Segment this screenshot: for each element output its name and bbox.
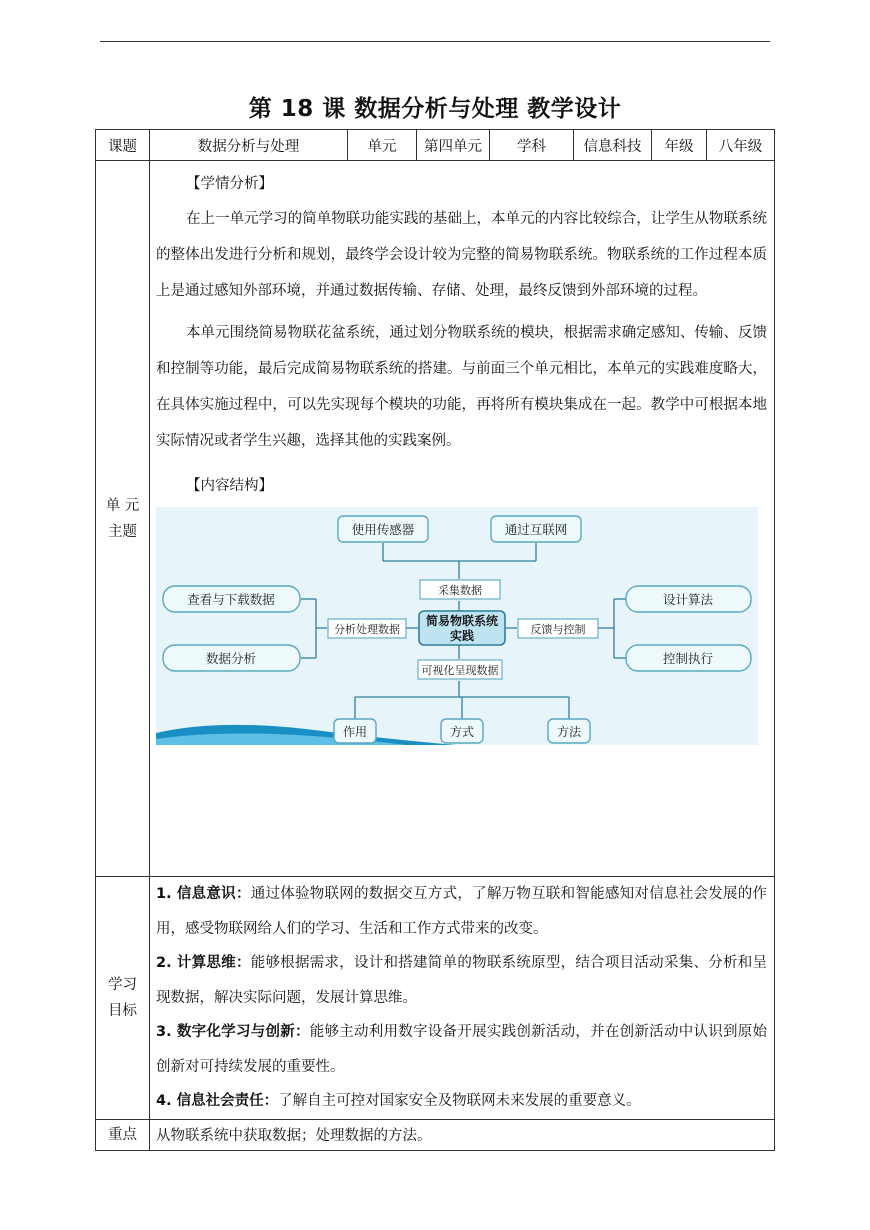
learning-goals-label: 学习 目标 — [96, 877, 150, 1120]
svg-text:分析处理数据: 分析处理数据 — [334, 623, 400, 636]
course-label: 课题 — [96, 130, 150, 161]
learning-goals-content — [150, 877, 775, 1120]
node-use-sensors — [338, 516, 428, 542]
unit-theme-content — [150, 161, 775, 877]
svg-text:简易物联系统: 简易物联系统 — [425, 614, 499, 628]
grade-value: 八年级 — [707, 130, 775, 161]
node-design-algorithm — [626, 586, 751, 612]
node-feedback-control — [518, 619, 598, 638]
svg-text:作用: 作用 — [342, 725, 368, 739]
unit-label: 单元 — [348, 130, 417, 161]
unit-theme-row — [96, 161, 775, 877]
key-point-label: 重点 — [96, 1119, 150, 1150]
header-rule — [100, 41, 770, 42]
svg-text:方式: 方式 — [449, 725, 475, 739]
grade-label: 年级 — [652, 130, 707, 161]
node-role — [334, 719, 376, 743]
content-structure-diagram — [156, 507, 758, 745]
key-point-content: 从物联系统中获取数据；处理数据的方法。 — [150, 1119, 775, 1150]
goal-item: 2. 计算思维：能够根据需求，设计和搭建简单的物联系统原型，结合项目活动采集、分析和呈现数据，解决实际问题，发展计算思维。 — [156, 955, 767, 1006]
svg-text:反馈与控制: 反馈与控制 — [530, 623, 586, 636]
svg-text:可视化呈现数据: 可视化呈现数据 — [421, 664, 499, 677]
goal-item: 3. 数字化学习与创新：能够主动利用数字设备开展实践创新活动，并在创新活动中认识到原始创新对可持续发展的重要性。 — [156, 1024, 767, 1075]
unit-value: 第四单元 — [417, 130, 490, 161]
svg-text:数据分析: 数据分析 — [205, 651, 257, 666]
svg-text:使用传感器: 使用传感器 — [351, 522, 415, 537]
header-row — [96, 130, 775, 161]
document-title: 第 18 课 数据分析与处理 教学设计 — [248, 96, 622, 122]
structure-heading: 【内容结构】 — [186, 478, 273, 494]
subject-value: 信息科技 — [574, 130, 652, 161]
svg-text:采集数据: 采集数据 — [438, 584, 482, 597]
node-center — [419, 611, 505, 645]
node-view-download — [163, 586, 300, 612]
analysis-paragraph-1: 在上一单元学习的简单物联功能实践的基础上，本单元的内容比较综合，让学生从物联系统的整体出发进行分析和规划，最终学会设计较为完整的简易物联系统。物联系统的工作过程本质上是通过感知外部环境，并通过数据传输、存储、处理，最终反馈到外部环境的过程。 — [156, 211, 767, 299]
learning-goals-row — [96, 877, 775, 1120]
svg-text:查看与下载数据: 查看与下载数据 — [187, 592, 275, 607]
svg-text:设计算法: 设计算法 — [662, 592, 714, 607]
course-value: 数据分析与处理 — [150, 130, 348, 161]
analysis-heading: 【学情分析】 — [186, 176, 273, 192]
node-via-internet — [491, 516, 581, 542]
node-control-execute — [626, 645, 751, 671]
node-visualize — [418, 660, 502, 679]
key-point-row — [96, 1119, 775, 1150]
svg-text:通过互联网: 通过互联网 — [504, 522, 568, 537]
subject-label: 学科 — [490, 130, 574, 161]
goal-item: 4. 信息社会责任：了解自主可控对国家安全及物联网未来发展的重要意义。 — [156, 1093, 641, 1109]
node-analyze-process — [328, 619, 406, 638]
svg-text:实践: 实践 — [449, 629, 475, 643]
node-mode — [441, 719, 483, 743]
lesson-plan-table — [95, 129, 775, 1151]
node-method — [548, 719, 590, 743]
svg-text:控制执行: 控制执行 — [662, 651, 714, 666]
node-data-analysis — [163, 645, 300, 671]
node-collect-data — [420, 580, 500, 599]
svg-text:方法: 方法 — [556, 725, 582, 739]
goal-item: 1. 信息意识：通过体验物联网的数据交互方式，了解万物互联和智能感知对信息社会发展的作用，感受物联网给人们的学习、生活和工作方式带来的改变。 — [156, 886, 767, 937]
analysis-paragraph-2: 本单元围绕简易物联花盆系统，通过划分物联系统的模块，根据需求确定感知、传输、反馈和控制等功能，最后完成简易物联系统的搭建。与前面三个单元相比，本单元的实践难度略大，在具体实施过程中，可以先实现每个模块的功能，再将所有模块集成在一起。教学中可根据本地实际情况或者学生兴趣，选择其他的实践案例。 — [156, 325, 767, 449]
unit-theme-label: 单 元 主题 — [96, 161, 150, 877]
